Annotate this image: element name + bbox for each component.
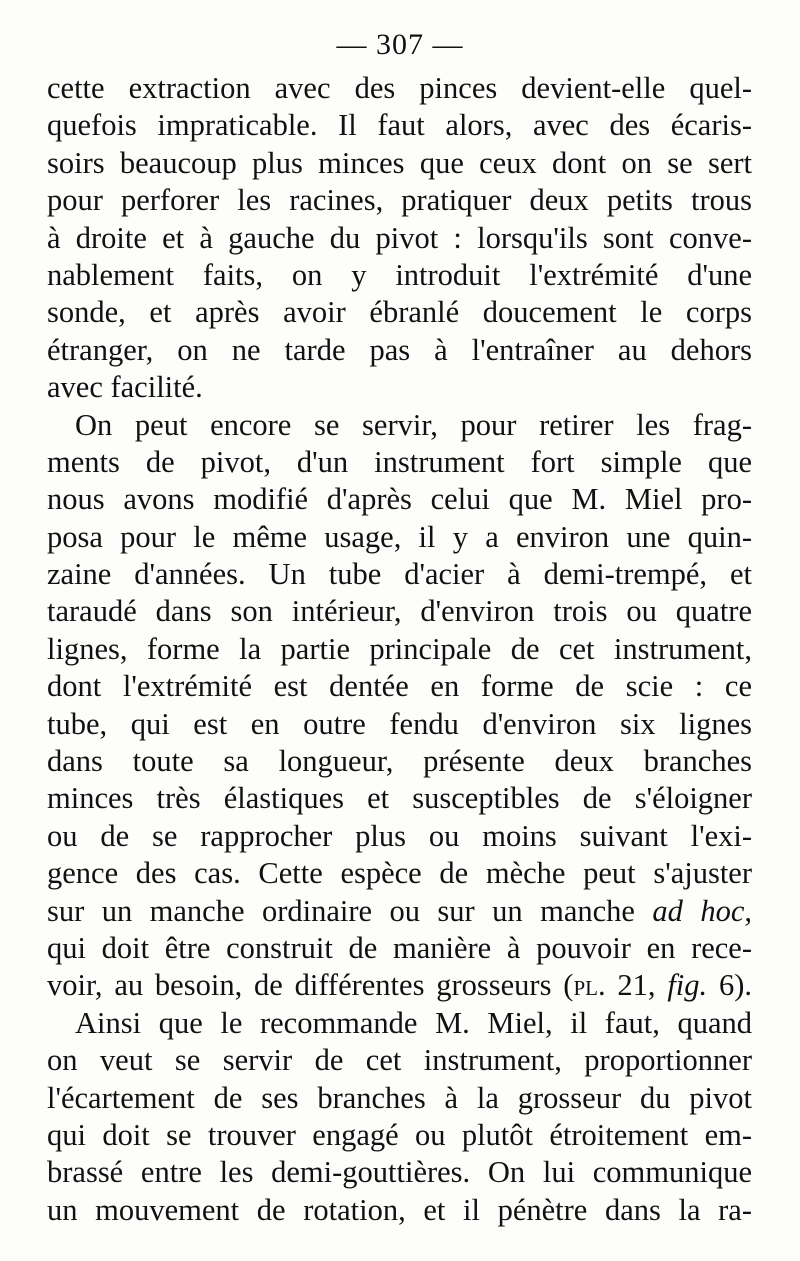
text-line: quefois impraticable. Il faut alors, avec des écaris- xyxy=(47,108,752,143)
text-line: on veut se servir de cet instrument, proportionner xyxy=(47,1043,752,1078)
text-line: sonde, et après avoir ébranlé doucement le corps xyxy=(47,295,752,330)
paragraph-3 xyxy=(47,1005,752,1229)
text-line: dont l'extrémité est dentée en forme de scie : ce xyxy=(47,669,752,704)
plate-reference: pl. xyxy=(573,968,606,1003)
text-line: qui doit être construit de manière à pouvoir en rece- xyxy=(47,930,752,965)
text-line: ou de se rapprocher plus ou moins suivant l'exi- xyxy=(47,818,752,853)
text-line: brassé entre les demi-gouttières. On lui communique xyxy=(47,1155,752,1190)
text-line: gence des cas. Cette espèce de mèche peut s'ajuster xyxy=(47,856,752,891)
text-line: avec facilité. xyxy=(47,370,203,405)
text-line: nous avons modifié d'après celui que M. Miel pro- xyxy=(47,482,752,517)
text-fragment: voir, au besoin, de différentes grosseurs ( xyxy=(47,968,574,1003)
paragraph-1 xyxy=(47,70,752,407)
plate-number: 21, xyxy=(605,968,668,1003)
text-line: un mouvement de rotation, et il pénètre dans la ra- xyxy=(47,1192,752,1227)
page-number: — 307 — xyxy=(336,28,464,61)
text-line-with-reference xyxy=(47,967,752,1004)
text-line: dans toute sa longueur, présente deux branches xyxy=(47,744,752,779)
text-line: Ainsi que le recommande M. Miel, il faut, quand xyxy=(75,1005,752,1040)
text-line: étranger, on ne tarde pas à l'entraîner au dehors xyxy=(47,332,752,367)
text-line: zaine d'années. Un tube d'acier à demi-trempé, et xyxy=(47,557,752,592)
page-body xyxy=(47,70,752,1229)
text-line: pour perforer les racines, pratiquer deux petits trous xyxy=(47,183,752,218)
text-line: On peut encore se servir, pour retirer les frag- xyxy=(75,407,752,442)
italic-term: ad hoc, xyxy=(652,893,752,928)
text-line: lignes, forme la partie principale de cet instrument, xyxy=(47,631,752,666)
text-line-with-italic xyxy=(47,893,752,930)
text-line: taraudé dans son intérieur, d'environ trois ou quatre xyxy=(47,594,752,629)
text-line: posa pour le même usage, il y a environ une quin- xyxy=(47,519,752,554)
paragraph-2 xyxy=(47,407,752,1005)
text-line: ments de pivot, d'un instrument fort simple que xyxy=(47,444,752,479)
text-line: soirs beaucoup plus minces que ceux dont on se sert xyxy=(47,145,752,180)
figure-number: 6). xyxy=(707,968,752,1003)
text-fragment: sur un manche ordinaire ou sur un manche xyxy=(47,893,635,928)
text-line: minces très élastiques et susceptibles de s'éloigner xyxy=(47,781,752,816)
text-line: cette extraction avec des pinces devient-elle quel- xyxy=(47,71,752,105)
text-line: qui doit se trouver engagé ou plutôt étroitement em- xyxy=(47,1117,752,1152)
text-line: nablement faits, on y introduit l'extrémité d'une xyxy=(47,257,752,292)
text-line: à droite et à gauche du pivot : lorsqu'ils sont conve- xyxy=(47,220,752,255)
text-line: l'écartement de ses branches à la grosseur du pivot xyxy=(47,1080,752,1115)
figure-reference: fig. xyxy=(667,968,708,1003)
text-line: tube, qui est en outre fendu d'environ six lignes xyxy=(47,706,752,741)
